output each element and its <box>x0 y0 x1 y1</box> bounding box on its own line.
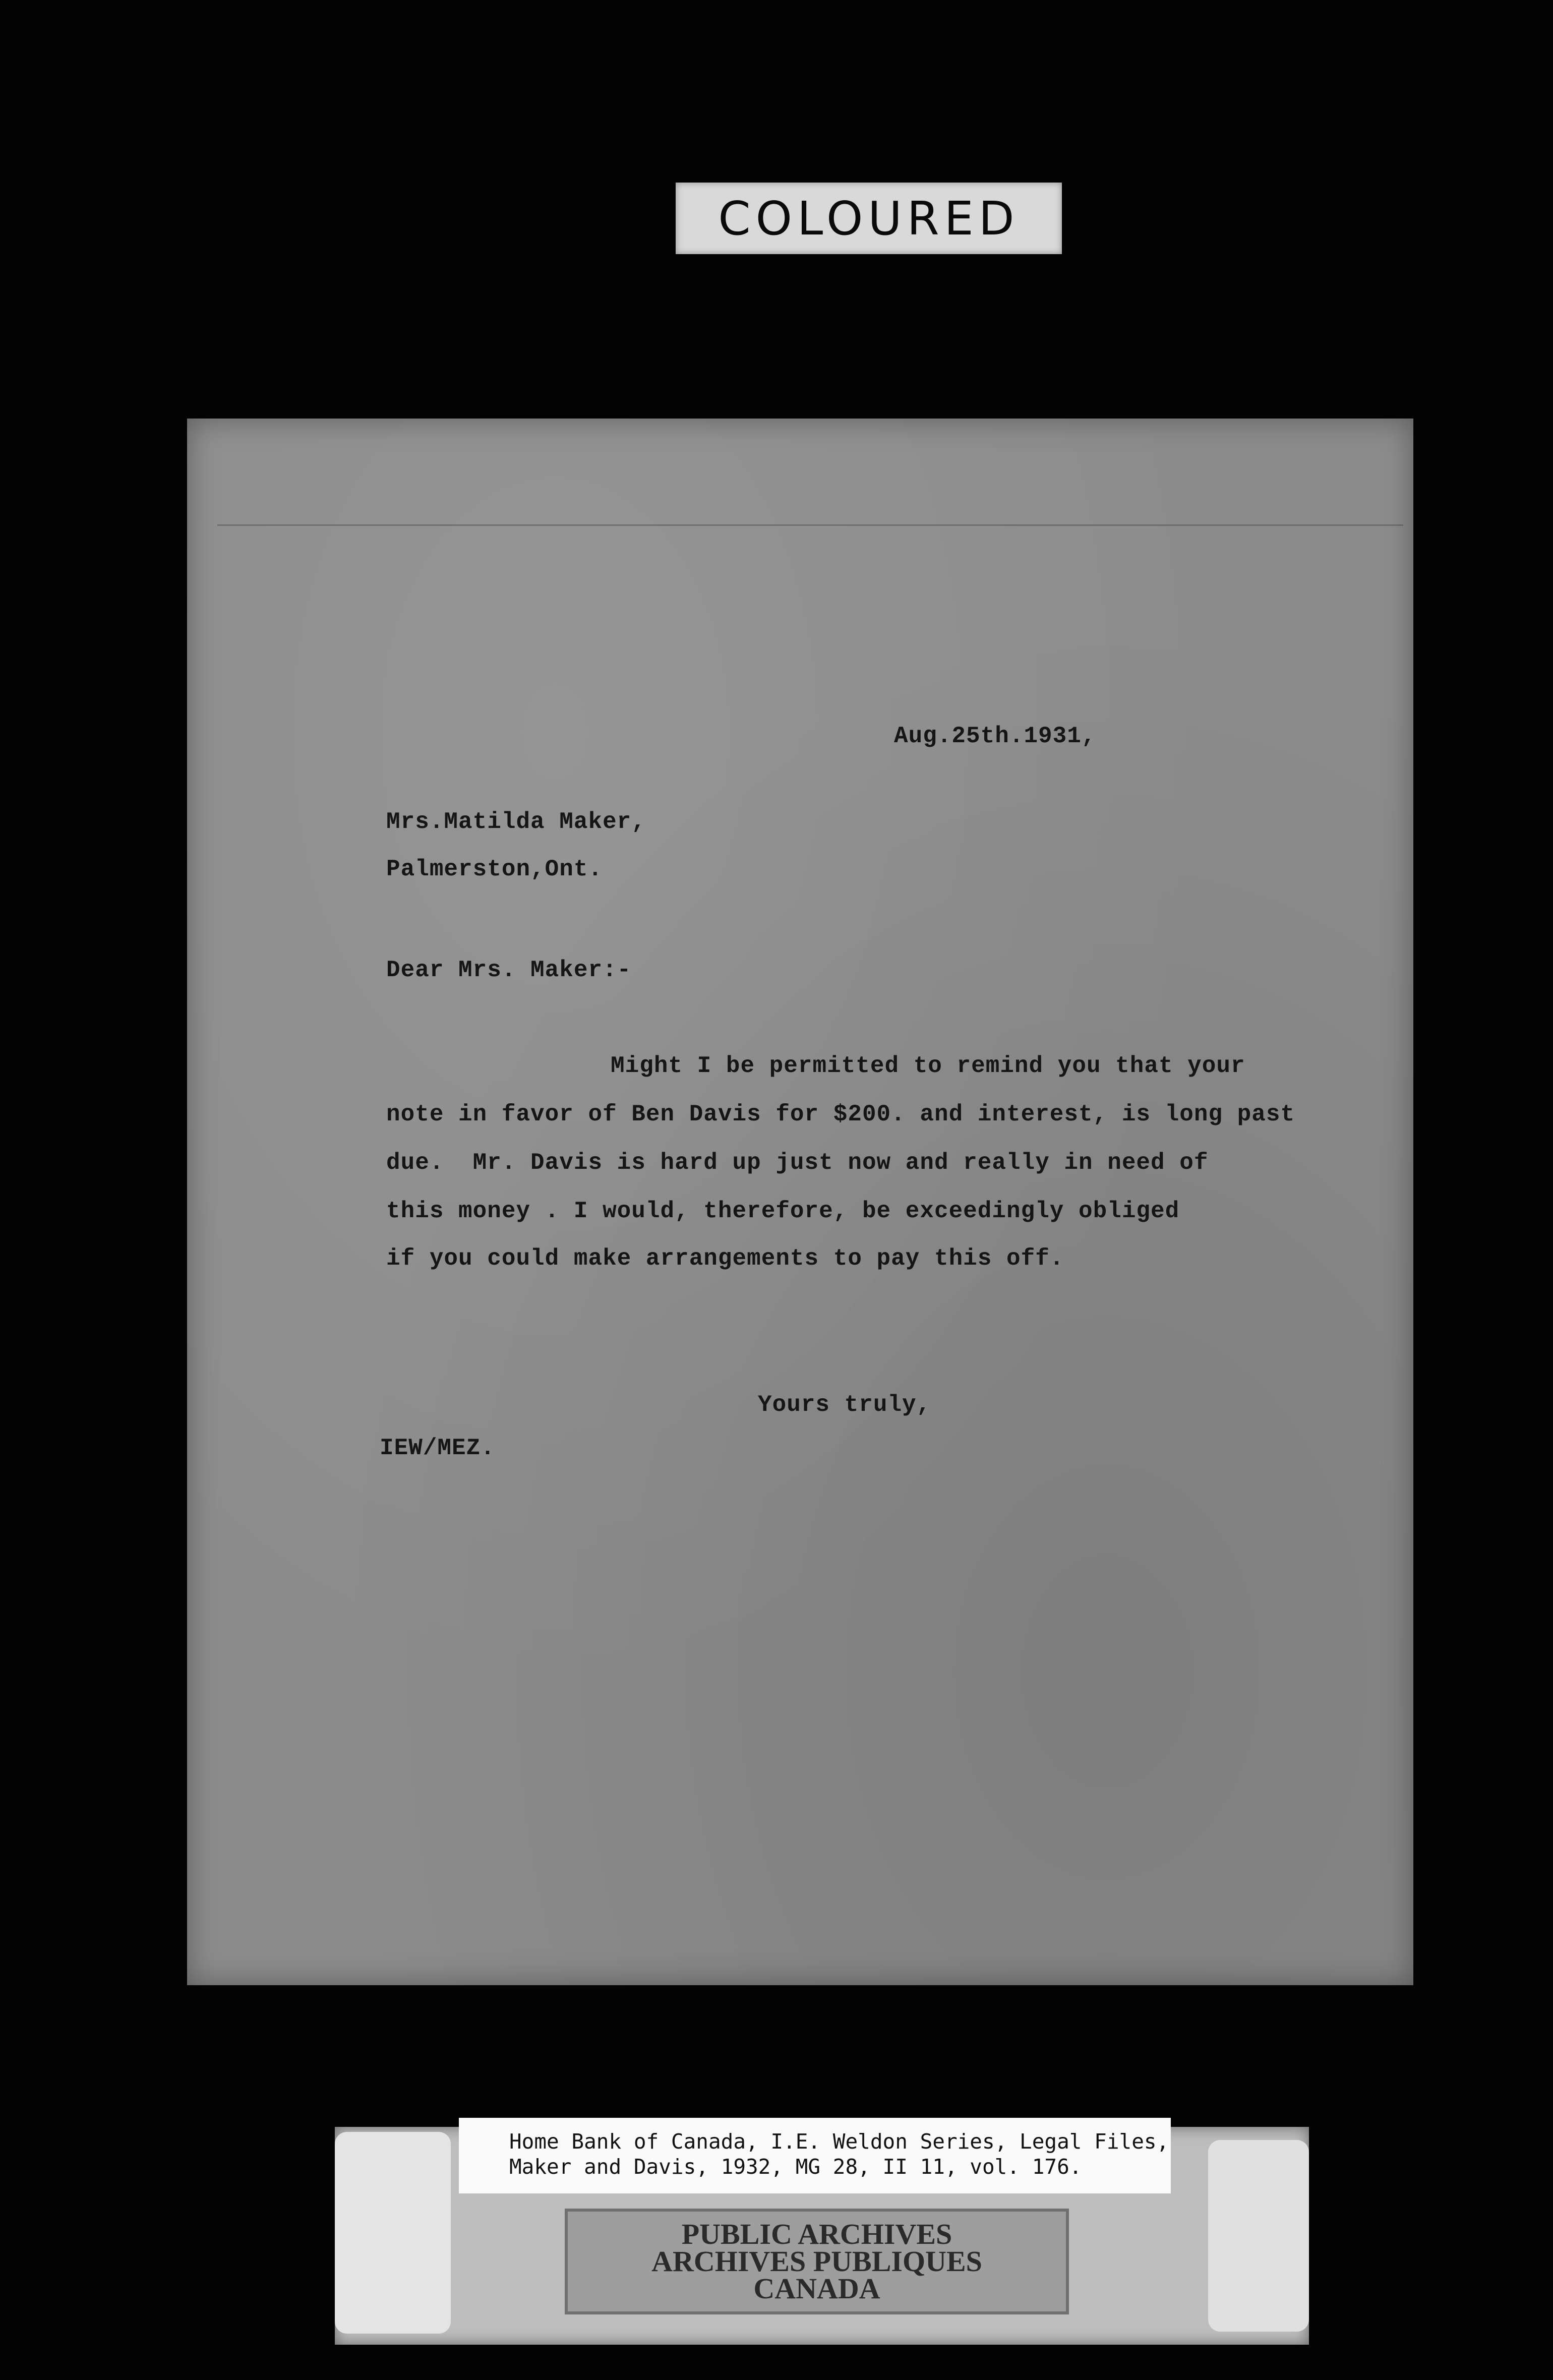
letter-page <box>187 419 1413 1985</box>
strip-end <box>1208 2140 1309 2332</box>
coloured-label: COLOURED <box>676 183 1062 254</box>
typist-initials: IEW/MEZ. <box>380 1435 495 1461</box>
closing: Yours truly, <box>758 1392 931 1418</box>
fold-line <box>217 524 1403 526</box>
stamp-line: CANADA <box>753 2272 880 2305</box>
citation-line: Maker and Davis, 1932, MG 28, II 11, vol. 176. <box>509 2155 1082 2179</box>
body-line: note in favor of Ben Davis for $200. and interest, is long past <box>386 1101 1295 1127</box>
stamp-line: ARCHIVES PUBLIQUES <box>651 2245 982 2278</box>
salutation: Dear Mrs. Maker:- <box>386 957 632 983</box>
recipient-address: Palmerston,Ont. <box>386 856 603 882</box>
strip-end <box>335 2132 451 2334</box>
recipient-name: Mrs.Matilda Maker, <box>386 809 646 835</box>
body-line: due. Mr. Davis is hard up just now and really in need of <box>386 1150 1209 1176</box>
citation-line: Home Bank of Canada, I.E. Weldon Series, Legal Files, <box>509 2129 1169 2154</box>
citation-label <box>459 2118 1171 2193</box>
body-line: Might I be permitted to remind you that your <box>611 1053 1245 1079</box>
stamp-line: PUBLIC ARCHIVES <box>681 2218 952 2250</box>
body-line: this money . I would, therefore, be exceedingly obliged <box>386 1198 1180 1224</box>
archive-stamp <box>565 2209 1069 2314</box>
body-line: if you could make arrangements to pay this off. <box>386 1245 1064 1272</box>
letter-date: Aug.25th.1931, <box>894 723 1096 749</box>
